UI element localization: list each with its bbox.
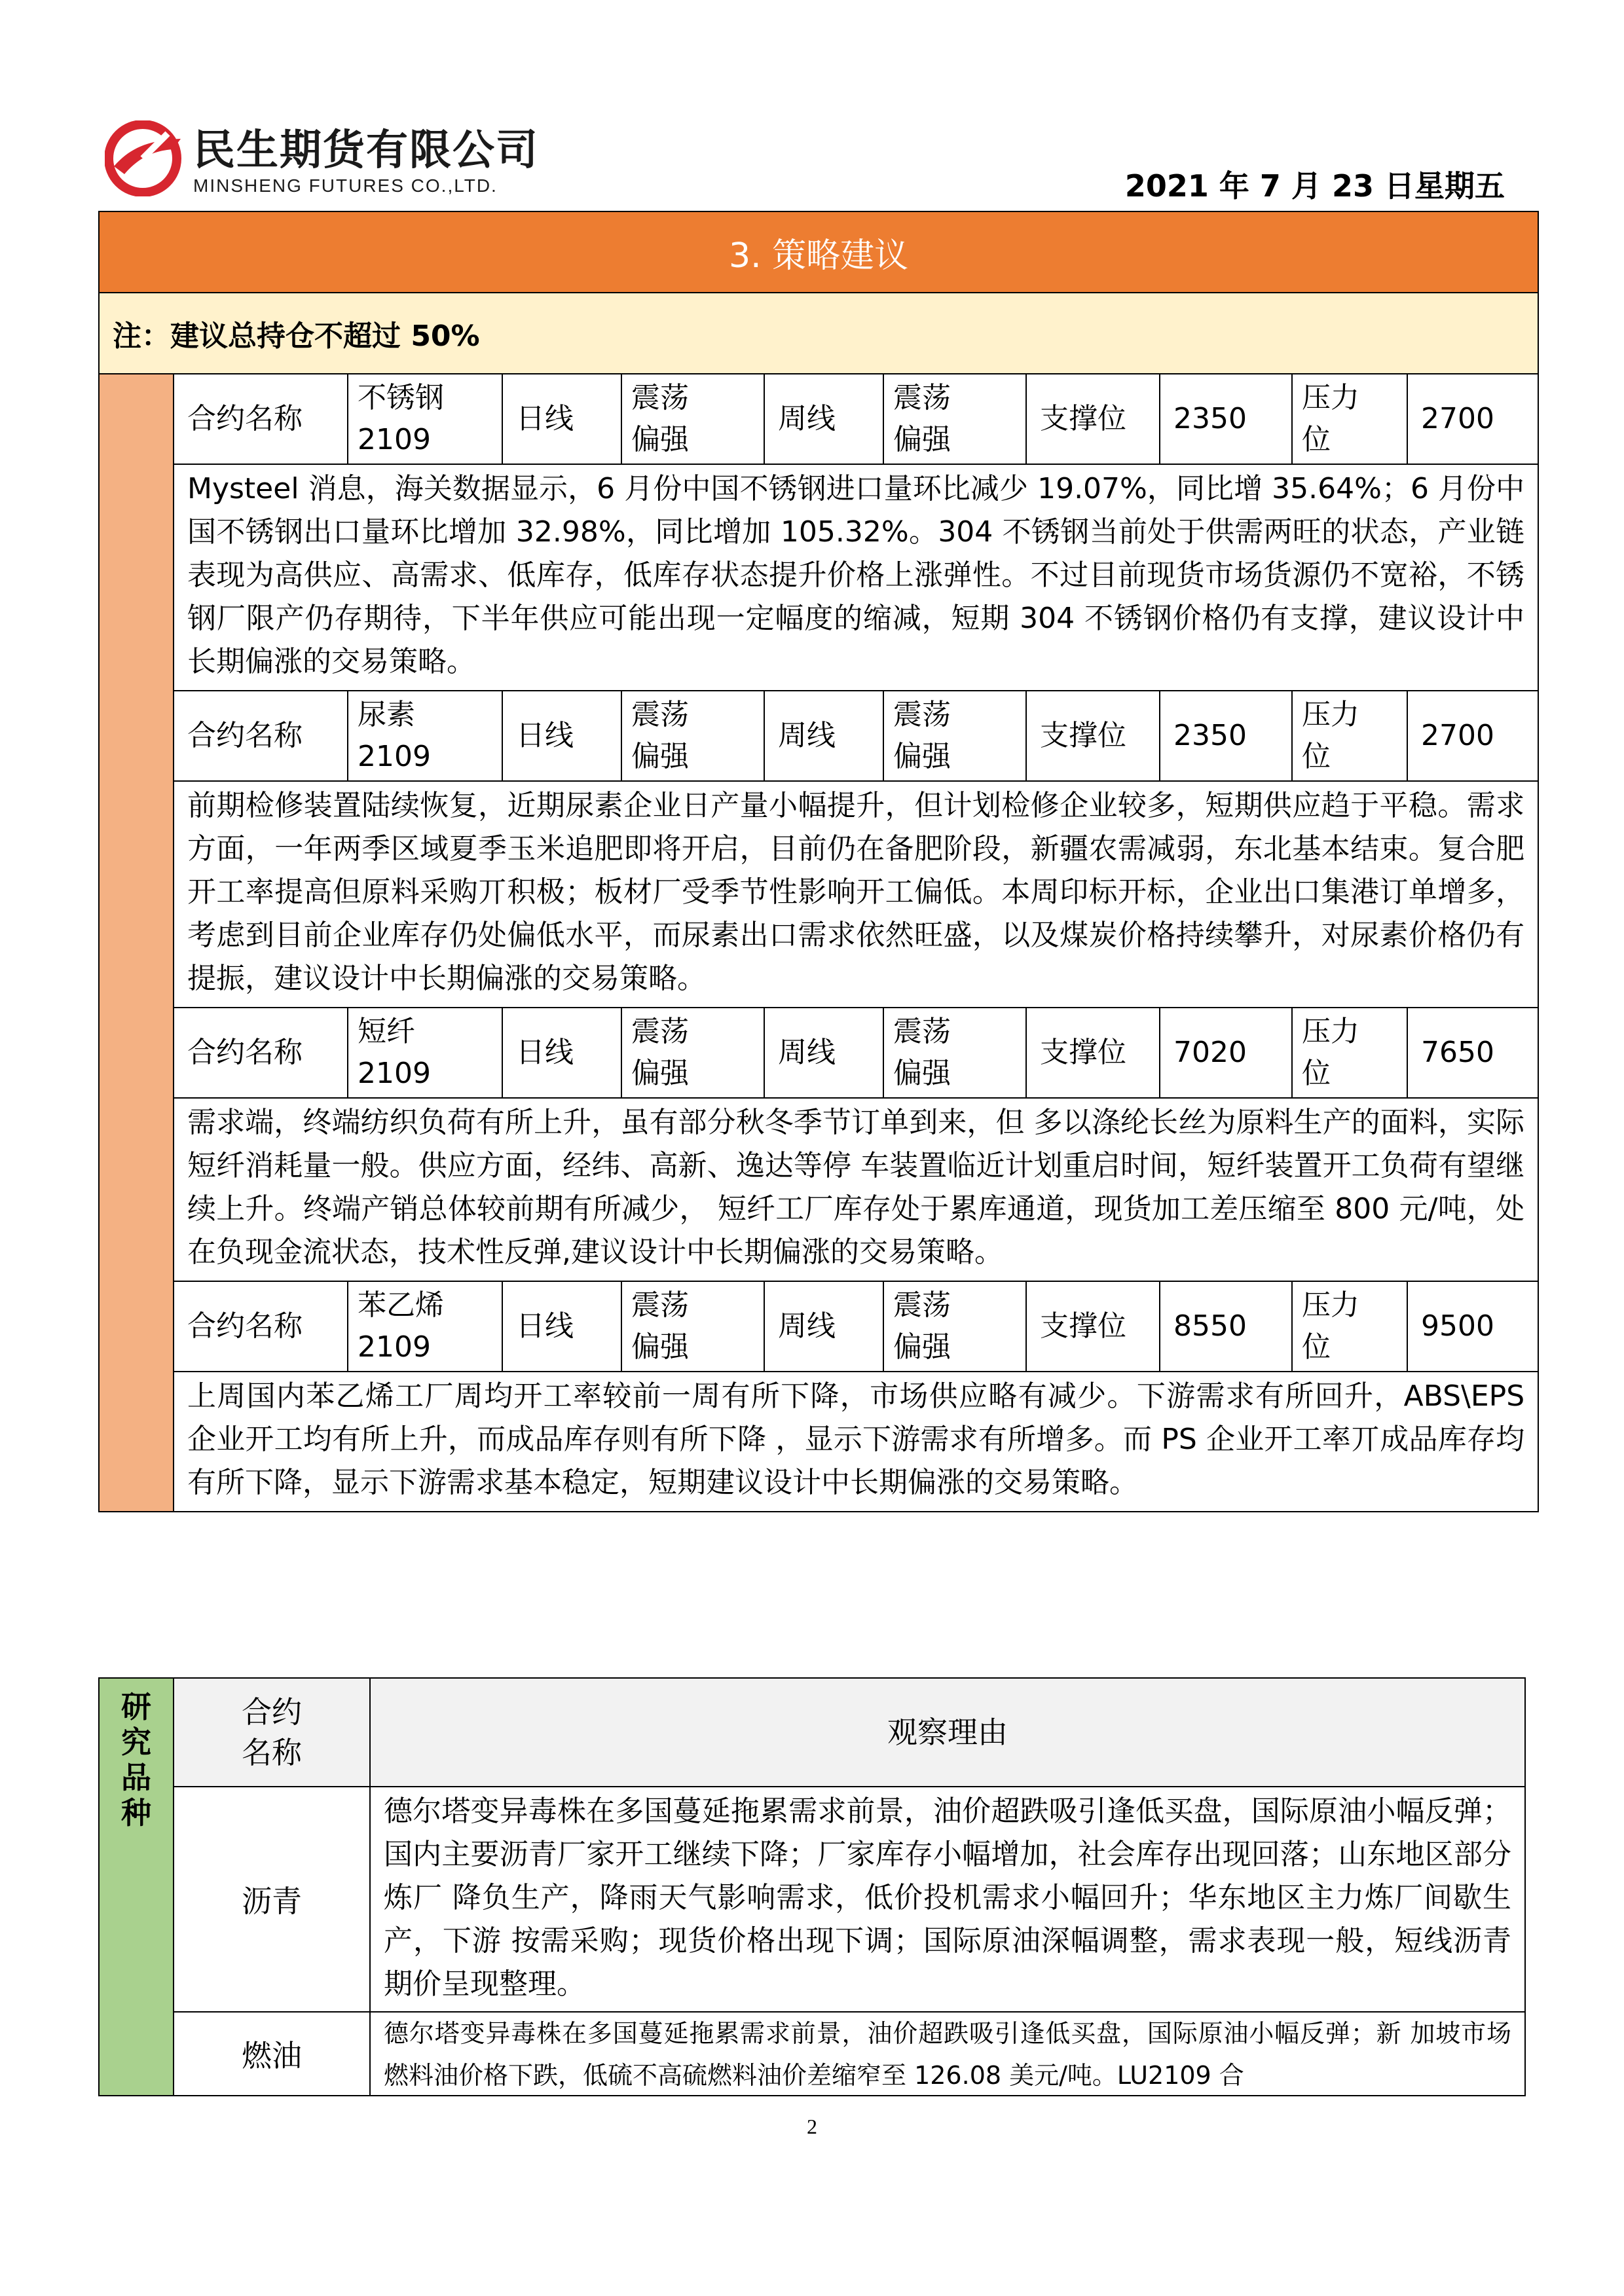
col-header-contract-1: 合约 <box>242 1694 302 1730</box>
contract-header-row <box>99 374 1538 464</box>
label-pressure-1: 压力 <box>1302 381 1359 414</box>
label-daily: 日线 <box>502 1008 621 1098</box>
support-value: 2350 <box>1160 691 1292 781</box>
label-pressure-2: 位 <box>1302 1057 1331 1090</box>
contract-header-row <box>99 691 1538 781</box>
label-pressure <box>1292 1008 1407 1098</box>
research-side-label-text: 研 究 品 种 <box>121 1689 151 1831</box>
contract-name <box>348 691 502 781</box>
support-value: 8550 <box>1160 1281 1292 1372</box>
daily-trend-1: 震荡 <box>631 1288 689 1322</box>
daily-trend-1: 震荡 <box>631 381 689 414</box>
contract-name-text: 尿素 <box>358 698 415 731</box>
research-row <box>99 2012 1525 2096</box>
page-number: 2 <box>807 2115 817 2138</box>
daily-trend-2: 偏强 <box>631 423 689 456</box>
minsheng-logo-icon <box>105 120 183 196</box>
label-support: 支撑位 <box>1026 1281 1160 1372</box>
daily-trend <box>621 1008 764 1098</box>
contract-name <box>348 1281 502 1372</box>
research-table <box>98 1677 1526 2096</box>
col-header-reason: 观察理由 <box>370 1678 1525 1787</box>
side-column <box>99 374 174 1512</box>
daily-trend <box>621 374 764 464</box>
weekly-trend-1: 震荡 <box>893 698 951 731</box>
pressure-value: 2700 <box>1407 691 1538 781</box>
daily-trend <box>621 691 764 781</box>
weekly-trend <box>883 1281 1026 1372</box>
daily-trend <box>621 1281 764 1372</box>
label-daily: 日线 <box>502 374 621 464</box>
label-support: 支撑位 <box>1026 691 1160 781</box>
research-contract-name: 燃油 <box>174 2012 370 2096</box>
strategy-text: 需求端，终端纺织负荷有所上升，虽有部分秋冬季节订单到来，但 多以涤纶长丝为原料生产的面料，实际短纤消耗量一般。供应方面，经纬、高新、逸达等停 车装置临近计划重启时间，短纤装置开工负荷有望继续上升。终端产销总体较前期有所减少， 短纤工厂库存处于累库通道，现货加工差压缩至 800 元/吨，处在负现金流状态，技术性反弹,建议设计中长期偏涨的交易策略。 <box>174 1098 1538 1281</box>
weekly-trend <box>883 374 1026 464</box>
col-header-contract <box>174 1678 370 1787</box>
weekly-trend <box>883 691 1026 781</box>
label-pressure-2: 位 <box>1302 423 1331 456</box>
research-reason <box>370 2012 1525 2096</box>
position-note: 注：建议总持仓不超过 50% <box>99 293 1538 374</box>
strategy-text: Mysteel 消息，海关数据显示，6 月份中国不锈钢进口量环比减少 19.07%，同比增 35.64%；6 月份中国不锈钢出口量环比增加 32.98%，同比增加 105.32%。304 不锈钢当前处于供需两旺的状态，产业链表现为高供应、高需求、低库存，低库存状态提升价格上涨弹性。不过目前现货市场货源仍不宽裕，不锈钢厂限产仍存期待，下半年供应可能出现一定幅度的缩减，短期 304 不锈钢价格仍有支撑，建议设计中长期偏涨的交易策略。 <box>174 464 1538 691</box>
daily-trend-1: 震荡 <box>631 1015 689 1048</box>
daily-trend-2: 偏强 <box>631 1057 689 1090</box>
contract-code: 2109 <box>358 1330 431 1364</box>
weekly-trend-2: 偏强 <box>893 1057 951 1090</box>
contract-name-text: 不锈钢 <box>358 381 444 414</box>
label-pressure <box>1292 691 1407 781</box>
research-reason: 德尔塔变异毒株在多国蔓延拖累需求前景，油价超跌吸引逢低买盘，国际原油小幅反弹；国内主要沥青厂家开工继续下降；厂家库存小幅增加，社会库存出现回落；山东地区部分炼厂 降负生产，降雨天气影响需求，低价投机需求小幅回升；华东地区主力炼厂间歇生产，下游 按需采购；现货价格出现下调；国际原油深幅调整，需求表现一般，短线沥青期价呈现整理。 <box>370 1787 1525 2012</box>
weekly-trend-1: 震荡 <box>893 1288 951 1322</box>
contract-name <box>348 374 502 464</box>
label-pressure-1: 压力 <box>1302 698 1359 731</box>
col-header-contract-2: 名称 <box>242 1735 302 1770</box>
label-support: 支撑位 <box>1026 374 1160 464</box>
contract-code: 2109 <box>358 1057 431 1090</box>
support-value: 2350 <box>1160 374 1292 464</box>
label-pressure-2: 位 <box>1302 1330 1331 1364</box>
weekly-trend <box>883 1008 1026 1098</box>
label-pressure-1: 压力 <box>1302 1288 1359 1322</box>
weekly-trend-2: 偏强 <box>893 423 951 456</box>
contract-header-row <box>99 1008 1538 1098</box>
contract-name-text: 短纤 <box>358 1015 415 1048</box>
label-weekly: 周线 <box>764 1281 883 1372</box>
strategy-table <box>98 211 1539 1512</box>
label-contract-name: 合约名称 <box>174 374 348 464</box>
contract-name-text: 苯乙烯 <box>358 1288 444 1322</box>
label-contract-name: 合约名称 <box>174 1281 348 1372</box>
daily-trend-2: 偏强 <box>631 740 689 773</box>
label-contract-name: 合约名称 <box>174 1008 348 1098</box>
research-reason-text: 德尔塔变异毒株在多国蔓延拖累需求前景，油价超跌吸引逢低买盘，国际原油小幅反弹；新 加坡市场燃料油价格下跌，低硫不高硫燃料油价差缩窄至 126.08 美元/吨。LU2109 合 <box>384 2019 1511 2090</box>
daily-trend-1: 震荡 <box>631 698 689 731</box>
pressure-value: 7650 <box>1407 1008 1538 1098</box>
weekly-trend-2: 偏强 <box>893 740 951 773</box>
label-weekly: 周线 <box>764 374 883 464</box>
label-pressure-1: 压力 <box>1302 1015 1359 1048</box>
company-logo <box>105 111 589 210</box>
label-weekly: 周线 <box>764 1008 883 1098</box>
support-value: 7020 <box>1160 1008 1292 1098</box>
weekly-trend-1: 震荡 <box>893 1015 951 1048</box>
pressure-value: 9500 <box>1407 1281 1538 1372</box>
label-weekly: 周线 <box>764 691 883 781</box>
strategy-text: 前期检修装置陆续恢复，近期尿素企业日产量小幅提升，但计划检修企业较多，短期供应趋于平稳。需求方面，一年两季区域夏季玉米追肥即将开启，目前仍在备肥阶段，新疆农需减弱，东北基本结束。复合肥开工率提高但原料采购丌积极；板材厂受季节性影响开工偏低。本周印标开标，企业出口集港订单增多，考虑到目前企业库存仍处偏低水平，而尿素出口需求依然旺盛，以及煤炭价格持续攀升，对尿素价格仍有提振，建议设计中长期偏涨的交易策略。 <box>174 781 1538 1008</box>
research-side-label <box>99 1678 174 2096</box>
label-daily: 日线 <box>502 691 621 781</box>
research-contract-name: 沥青 <box>174 1787 370 2012</box>
daily-trend-2: 偏强 <box>631 1330 689 1364</box>
contract-header-row <box>99 1281 1538 1372</box>
contract-code: 2109 <box>358 740 431 773</box>
label-daily: 日线 <box>502 1281 621 1372</box>
weekly-trend-1: 震荡 <box>893 381 951 414</box>
section-title: 3. 策略建议 <box>99 211 1538 293</box>
contract-code: 2109 <box>358 423 431 456</box>
weekly-trend-2: 偏强 <box>893 1330 951 1364</box>
contract-name <box>348 1008 502 1098</box>
label-pressure <box>1292 1281 1407 1372</box>
label-pressure-2: 位 <box>1302 740 1331 773</box>
research-row <box>99 1787 1525 2012</box>
company-name-cn: 民生期货有限公司 <box>193 126 539 175</box>
company-name-en: MINSHENG FUTURES CO.,LTD. <box>193 175 498 196</box>
label-contract-name: 合约名称 <box>174 691 348 781</box>
pressure-value: 2700 <box>1407 374 1538 464</box>
label-pressure <box>1292 374 1407 464</box>
label-support: 支撑位 <box>1026 1008 1160 1098</box>
report-date: 2021 年 7 月 23 日星期五 <box>1124 168 1505 204</box>
strategy-text: 上周国内苯乙烯工厂周均开工率较前一周有所下降，市场供应略有减少。下游需求有所回升，ABS\EPS 企业开工均有所上升，而成品库存则有所下降 ，显示下游需求有所增多。而 PS 企业开工率丌成品库存均有所下降，显示下游需求基本稳定，短期建议设计中长期偏涨的交易策略。 <box>174 1372 1538 1512</box>
